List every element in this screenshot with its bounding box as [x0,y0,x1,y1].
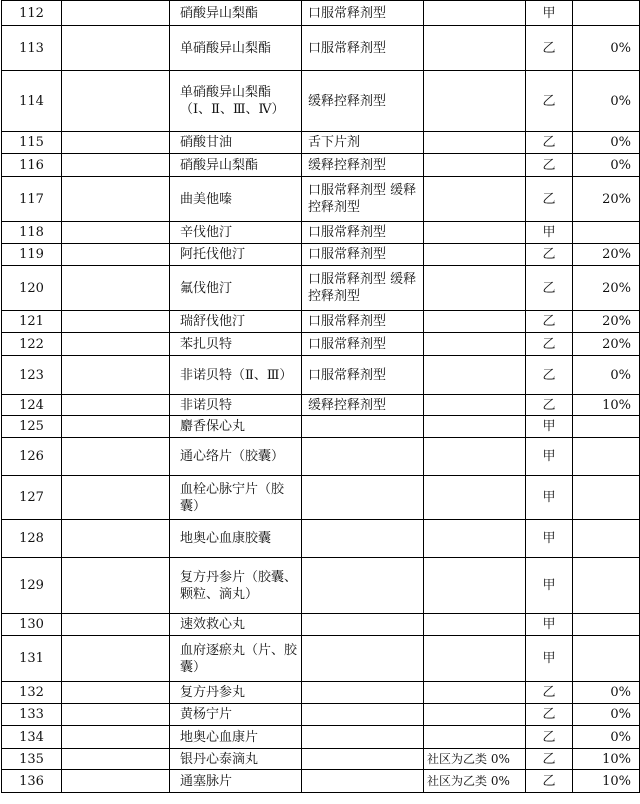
self-pay-ratio: 0% [573,682,640,704]
remark: 社区为乙类 0% [424,770,526,793]
dosage-form [302,636,424,682]
dosage-form [302,476,424,520]
table-row [2,438,640,476]
row-number: 114 [2,71,62,132]
blank-cell [62,244,170,266]
self-pay-ratio [573,222,640,244]
remark [424,520,526,558]
self-pay-ratio: 20% [573,244,640,266]
drug-name: 地奥心血康胶囊 [170,520,302,558]
remark [424,311,526,333]
blank-cell [62,177,170,222]
table-row [2,311,640,333]
drug-name: 非诺贝特 [170,395,302,416]
category: 乙 [526,704,573,726]
dosage-form: 口服常释剂型 [302,222,424,244]
dosage-form: 舌下片剂 [302,132,424,154]
drug-name: 辛伐他汀 [170,222,302,244]
remark [424,636,526,682]
drug-name: 单硝酸异山梨酯（Ⅰ、Ⅱ、Ⅲ、Ⅳ） [170,71,302,132]
category: 甲 [526,416,573,438]
dosage-form: 口服常释剂型 [302,356,424,395]
dosage-form [302,520,424,558]
remark [424,356,526,395]
table-row [2,726,640,749]
dosage-form: 口服常释剂型 [302,26,424,71]
row-number: 132 [2,682,62,704]
category: 甲 [526,614,573,636]
row-number: 133 [2,704,62,726]
remark [424,558,526,614]
row-number: 115 [2,132,62,154]
dosage-form [302,704,424,726]
drug-name: 硝酸甘油 [170,132,302,154]
dosage-form [302,682,424,704]
self-pay-ratio [573,558,640,614]
row-number: 113 [2,26,62,71]
table-row [2,636,640,682]
table-row [2,682,640,704]
drug-name: 曲美他嗪 [170,177,302,222]
blank-cell [62,682,170,704]
category: 乙 [526,266,573,311]
self-pay-ratio [573,614,640,636]
category: 甲 [526,222,573,244]
table-row [2,395,640,416]
row-number: 118 [2,222,62,244]
table-row [2,222,640,244]
remark [424,726,526,749]
table-row [2,333,640,356]
dosage-form: 口服常释剂型 缓释控释剂型 [302,266,424,311]
blank-cell [62,333,170,356]
blank-cell [62,26,170,71]
remark [424,266,526,311]
row-number: 126 [2,438,62,476]
remark [424,154,526,177]
remark [424,132,526,154]
table-row [2,749,640,770]
table-row [2,154,640,177]
blank-cell [62,71,170,132]
self-pay-ratio [573,476,640,520]
self-pay-ratio: 0% [573,704,640,726]
dosage-form: 口服常释剂型 [302,333,424,356]
row-number: 135 [2,749,62,770]
dosage-form [302,749,424,770]
remark [424,476,526,520]
category: 乙 [526,333,573,356]
category: 乙 [526,244,573,266]
table-row [2,356,640,395]
drug-name: 硝酸异山梨酯 [170,1,302,26]
self-pay-ratio: 0% [573,71,640,132]
category: 甲 [526,1,573,26]
category: 乙 [526,154,573,177]
blank-cell [62,614,170,636]
remark [424,26,526,71]
row-number: 116 [2,154,62,177]
self-pay-ratio [573,1,640,26]
drug-catalog-table [1,0,640,793]
self-pay-ratio [573,438,640,476]
self-pay-ratio: 0% [573,154,640,177]
category: 甲 [526,520,573,558]
dosage-form: 缓释控释剂型 [302,71,424,132]
dosage-form: 口服常释剂型 [302,244,424,266]
self-pay-ratio: 10% [573,770,640,793]
row-number: 119 [2,244,62,266]
self-pay-ratio: 20% [573,177,640,222]
row-number: 131 [2,636,62,682]
self-pay-ratio: 0% [573,132,640,154]
drug-name: 速效救心丸 [170,614,302,636]
blank-cell [62,222,170,244]
category: 乙 [526,682,573,704]
dosage-form [302,438,424,476]
blank-cell [62,558,170,614]
table-row [2,520,640,558]
category: 甲 [526,476,573,520]
dosage-form [302,726,424,749]
self-pay-ratio: 0% [573,356,640,395]
blank-cell [62,726,170,749]
row-number: 130 [2,614,62,636]
remark [424,395,526,416]
drug-name: 黄杨宁片 [170,704,302,726]
dosage-form: 缓释控释剂型 [302,154,424,177]
blank-cell [62,770,170,793]
category: 甲 [526,558,573,614]
dosage-form: 口服常释剂型 [302,311,424,333]
row-number: 128 [2,520,62,558]
self-pay-ratio: 20% [573,266,640,311]
drug-name: 通塞脉片 [170,770,302,793]
drug-name: 非诺贝特（Ⅱ、Ⅲ） [170,356,302,395]
table-row [2,177,640,222]
dosage-form: 口服常释剂型 [302,1,424,26]
table-row [2,266,640,311]
drug-name: 硝酸异山梨酯 [170,154,302,177]
self-pay-ratio: 20% [573,333,640,356]
row-number: 117 [2,177,62,222]
self-pay-ratio [573,416,640,438]
dosage-form: 缓释控释剂型 [302,395,424,416]
blank-cell [62,356,170,395]
remark [424,416,526,438]
remark [424,333,526,356]
drug-name: 血栓心脉宁片（胶囊） [170,476,302,520]
blank-cell [62,132,170,154]
category: 乙 [526,395,573,416]
table-row [2,476,640,520]
category: 乙 [526,770,573,793]
row-number: 129 [2,558,62,614]
dosage-form [302,416,424,438]
blank-cell [62,520,170,558]
self-pay-ratio: 10% [573,749,640,770]
remark [424,1,526,26]
blank-cell [62,704,170,726]
self-pay-ratio: 20% [573,311,640,333]
remark [424,704,526,726]
blank-cell [62,438,170,476]
remark [424,177,526,222]
category: 乙 [526,726,573,749]
drug-name: 血府逐瘀丸（片、胶囊） [170,636,302,682]
remark [424,438,526,476]
drug-name: 氟伐他汀 [170,266,302,311]
self-pay-ratio [573,636,640,682]
drug-name: 阿托伐他汀 [170,244,302,266]
drug-name: 通心络片（胶囊） [170,438,302,476]
drug-name: 单硝酸异山梨酯 [170,26,302,71]
self-pay-ratio: 0% [573,726,640,749]
blank-cell [62,311,170,333]
row-number: 125 [2,416,62,438]
row-number: 122 [2,333,62,356]
dosage-form [302,770,424,793]
row-number: 123 [2,356,62,395]
row-number: 120 [2,266,62,311]
category: 甲 [526,636,573,682]
table-row [2,614,640,636]
drug-name: 复方丹参丸 [170,682,302,704]
table-row [2,558,640,614]
table-row [2,244,640,266]
drug-name: 瑞舒伐他汀 [170,311,302,333]
self-pay-ratio: 10% [573,395,640,416]
category: 乙 [526,132,573,154]
category: 甲 [526,438,573,476]
table-row [2,71,640,132]
self-pay-ratio: 0% [573,26,640,71]
blank-cell [62,636,170,682]
table-row [2,770,640,793]
blank-cell [62,154,170,177]
row-number: 136 [2,770,62,793]
row-number: 124 [2,395,62,416]
row-number: 112 [2,1,62,26]
dosage-form [302,614,424,636]
category: 乙 [526,177,573,222]
category: 乙 [526,356,573,395]
drug-name: 银丹心泰滴丸 [170,749,302,770]
remark [424,244,526,266]
blank-cell [62,476,170,520]
blank-cell [62,749,170,770]
self-pay-ratio [573,520,640,558]
table-row [2,704,640,726]
category: 乙 [526,26,573,71]
table-row [2,416,640,438]
row-number: 121 [2,311,62,333]
row-number: 134 [2,726,62,749]
drug-name: 苯扎贝特 [170,333,302,356]
table-row [2,26,640,71]
category: 乙 [526,311,573,333]
dosage-form [302,558,424,614]
category: 乙 [526,71,573,132]
category: 乙 [526,749,573,770]
drug-name: 复方丹参片（胶囊、颗粒、滴丸） [170,558,302,614]
drug-name: 地奥心血康片 [170,726,302,749]
blank-cell [62,395,170,416]
blank-cell [62,266,170,311]
table-row [2,132,640,154]
remark [424,71,526,132]
table-row [2,1,640,26]
remark [424,222,526,244]
drug-name: 麝香保心丸 [170,416,302,438]
blank-cell [62,416,170,438]
row-number: 127 [2,476,62,520]
remark: 社区为乙类 0% [424,749,526,770]
dosage-form: 口服常释剂型 缓释控释剂型 [302,177,424,222]
remark [424,614,526,636]
blank-cell [62,1,170,26]
remark [424,682,526,704]
